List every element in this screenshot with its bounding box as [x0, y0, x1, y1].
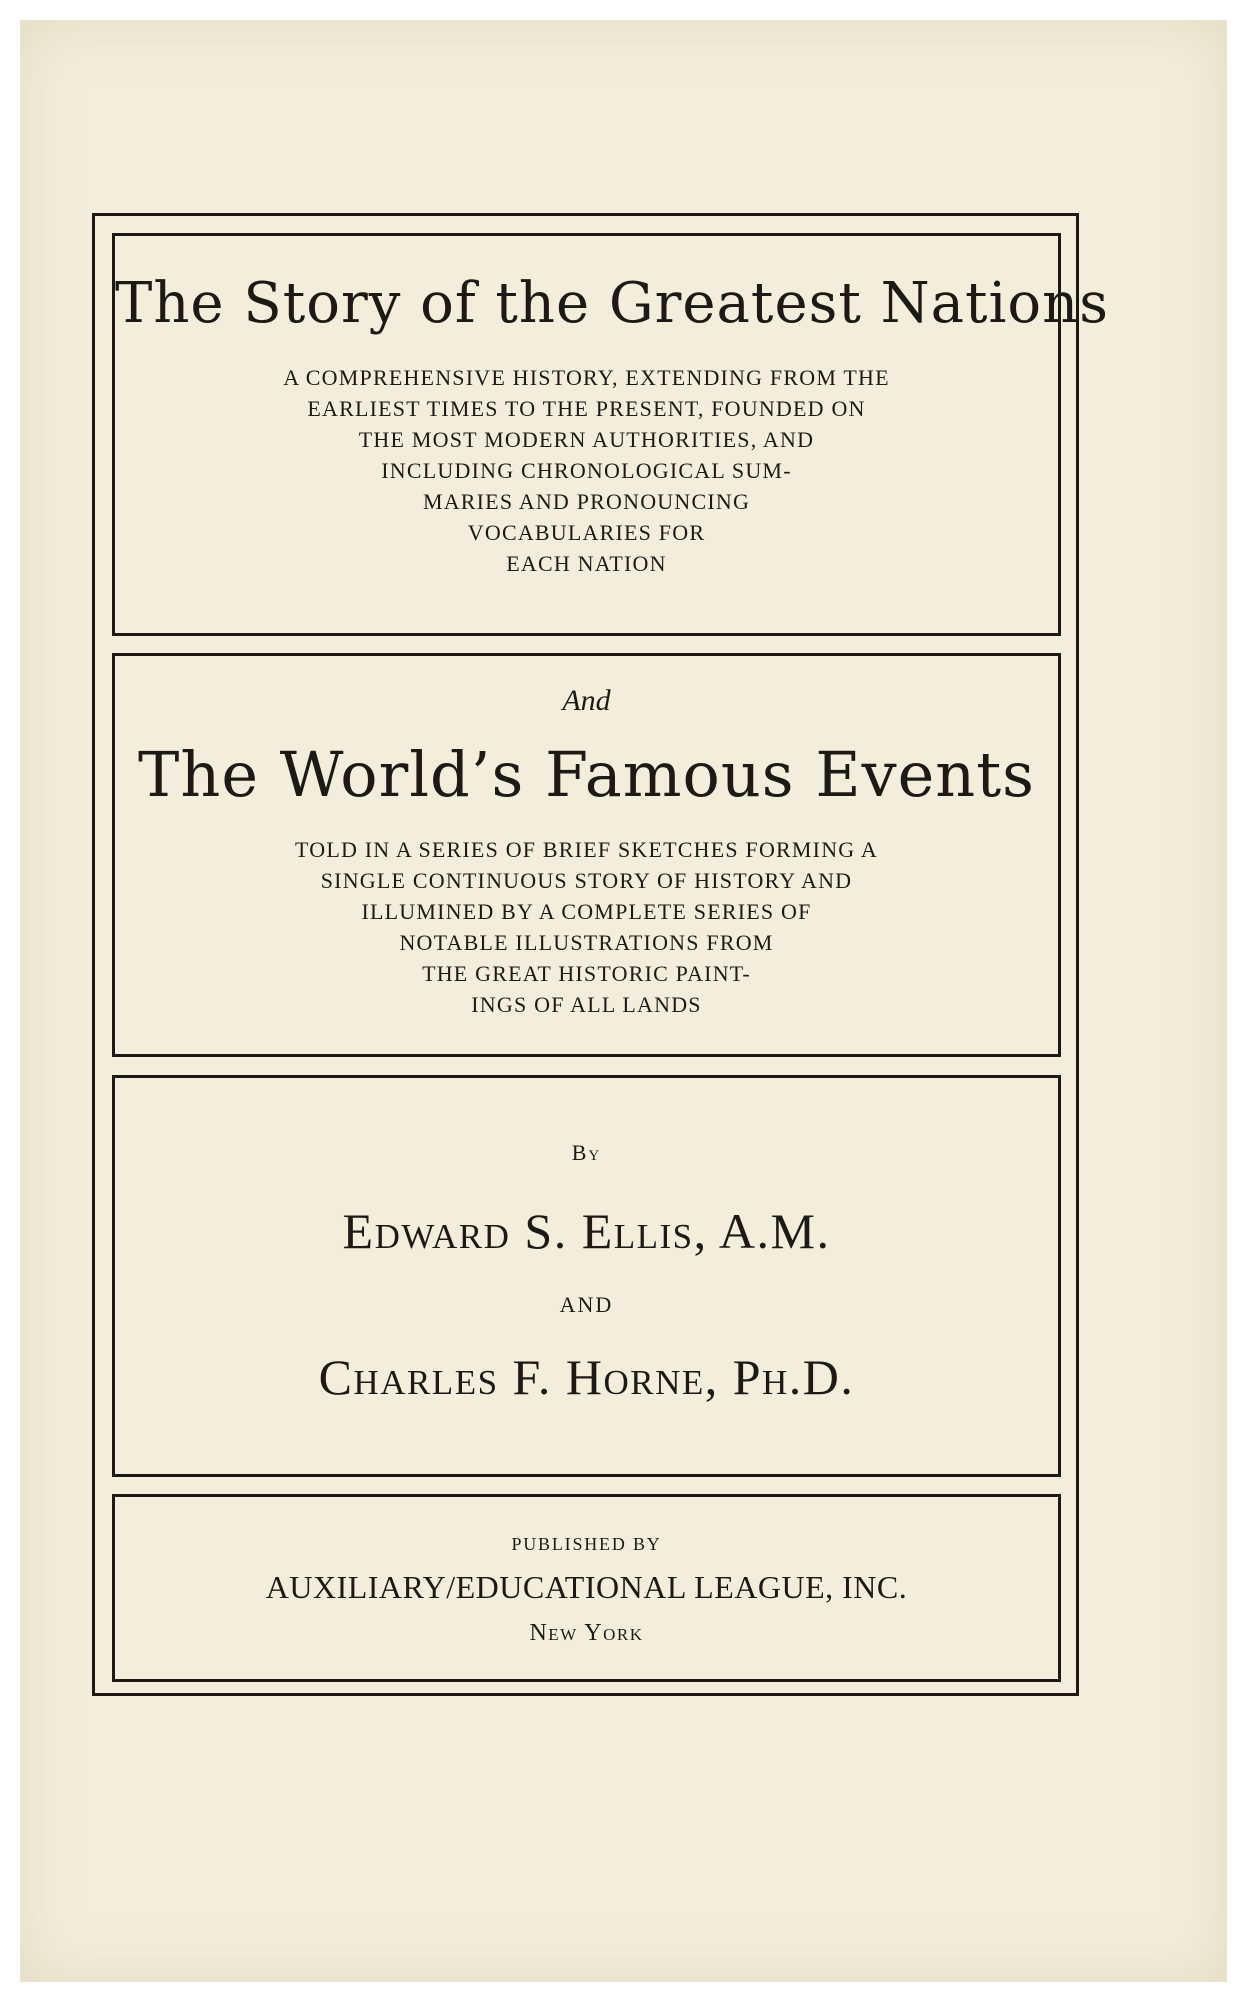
and-label: AND: [559, 1292, 614, 1317]
panel-publisher: [112, 1494, 1061, 1682]
description-line: SINGLE CONTINUOUS STORY OF HISTORY AND: [320, 868, 853, 893]
description-line: VOCABULARIES FOR: [467, 520, 706, 545]
book-title-famous-events: The World’s Famous Events: [138, 738, 1035, 811]
description-line: ILLUMINED BY A COMPLETE SERIES OF: [361, 899, 812, 924]
publisher-place: New York: [529, 1620, 644, 1646]
description-line: EARLIEST TIMES TO THE PRESENT, FOUNDED ON: [307, 396, 866, 421]
author-name-horne: Charles F. Horne, Ph.D.: [318, 1349, 855, 1405]
panel-famous-events: [112, 653, 1061, 1057]
description-line: A COMPREHENSIVE HISTORY, EXTENDING FROM THE: [283, 365, 890, 390]
description-line: MARIES AND PRONOUNCING: [422, 489, 751, 514]
description-line: EACH NATION: [506, 551, 667, 576]
title-page: [20, 20, 1227, 1982]
description-famous-events: [115, 834, 1058, 1020]
published-by-label: PUBLISHED BY: [511, 1534, 662, 1554]
description-line: NOTABLE ILLUSTRATIONS FROM: [399, 930, 774, 955]
description-line: THE GREAT HISTORIC PAINT-: [422, 961, 751, 986]
conjunction-and: And: [562, 684, 611, 717]
book-title-greatest-nations: The Story of the Greatest Nations: [115, 271, 1109, 336]
description-greatest-nations: [115, 362, 1058, 579]
description-line: THE MOST MODERN AUTHORITIES, AND: [358, 427, 815, 452]
by-label: By: [571, 1140, 602, 1165]
outer-border-frame: [92, 213, 1109, 1696]
panel-authors: [112, 1075, 1061, 1477]
panel-greatest-nations: [112, 233, 1109, 636]
description-line: INCLUDING CHRONOLOGICAL SUM-: [381, 458, 792, 483]
description-line: TOLD IN A SERIES OF BRIEF SKETCHES FORMING A: [295, 837, 878, 862]
author-name-ellis: Edward S. Ellis, A.M.: [342, 1203, 831, 1259]
publisher-name: AUXILIARY/EDUCATIONAL LEAGUE, INC.: [265, 1569, 908, 1605]
description-line: INGS OF ALL LANDS: [471, 992, 702, 1017]
